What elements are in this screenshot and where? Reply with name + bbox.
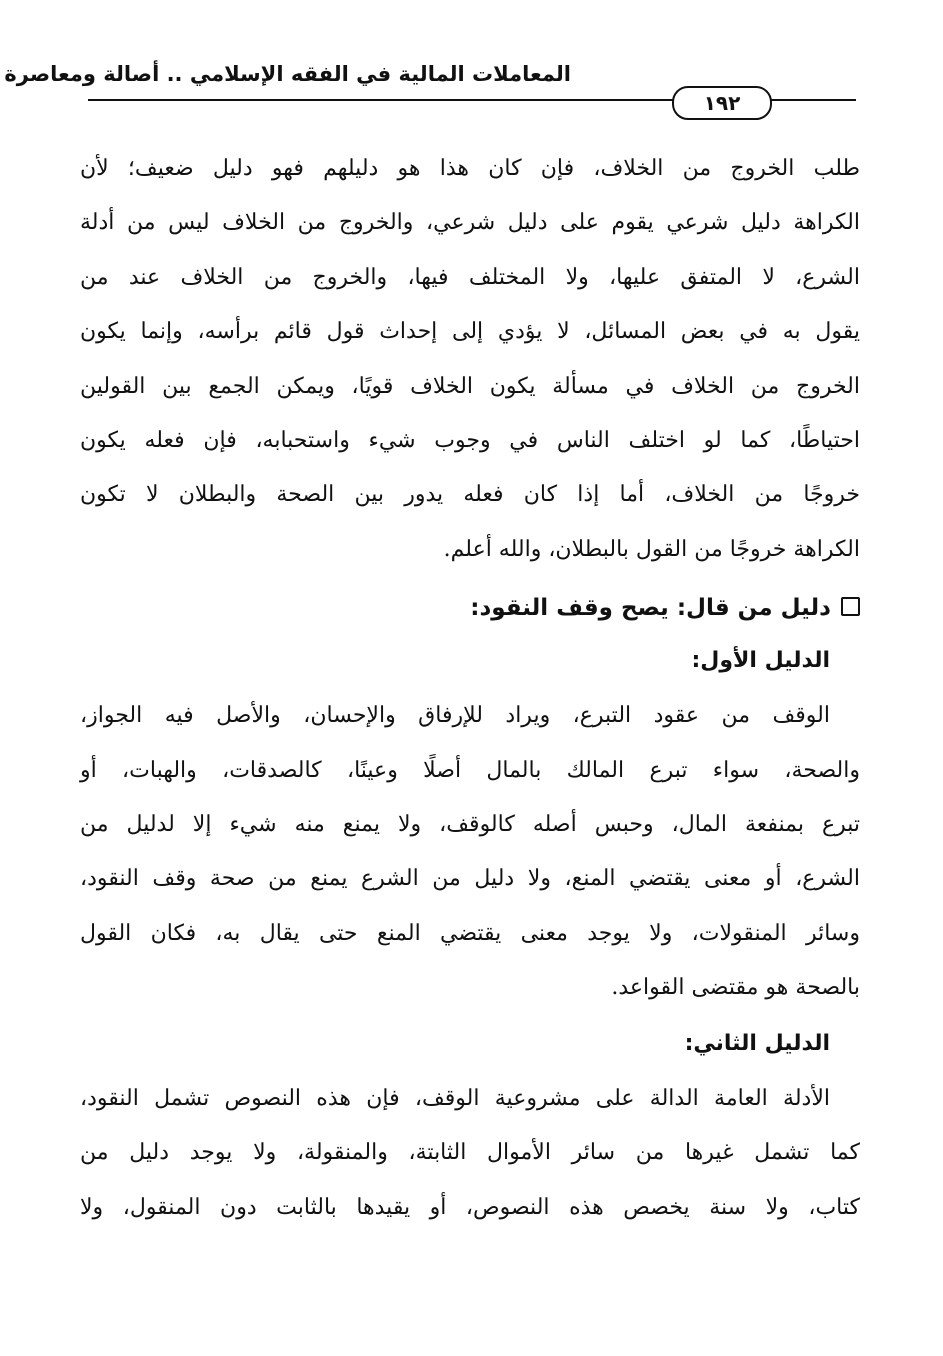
text-line: الوقف من عقود التبرع، ويراد للإرفاق والإحسان، والأصل فيه الجواز،	[80, 703, 830, 729]
text-line: والصحة، سواء تبرع المالك بالمال أصلًا وعينًا، كالصدقات، والهبات، أو	[80, 757, 860, 783]
second-evidence-heading: الدليل الثاني:	[684, 1030, 830, 1056]
text-line: احتياطًا، كما لو اختلف الناس في وجوب شيء واستحبابه، فإن فعله يكون	[80, 428, 860, 454]
section-heading	[80, 583, 860, 633]
text-line: طلب الخروج من الخلاف، فإن كان هذا هو دليلهم فهو دليل ضعيف؛ لأن	[80, 156, 860, 181]
text-line: وسائر المنقولات، ولا يوجد معنى يقتضي المنع حتى يقال به، فكان القول	[80, 920, 860, 946]
intro-paragraph	[80, 142, 860, 577]
text-line: الأدلة العامة الدالة على مشروعية الوقف، فإن هذه النصوص تشمل النقود،	[80, 1085, 830, 1111]
text-line: الكراهة خروجًا من القول بالبطلان، والله أعلم.	[443, 536, 860, 562]
text-line: كما تشمل غيرها من سائر الأموال الثابتة، والمنقولة، ولا يوجد دليل من	[80, 1140, 860, 1166]
checkbox-bullet-icon	[841, 597, 860, 616]
text-line: الكراهة دليل شرعي يقوم على دليل شرعي، والخروج من الخلاف ليس من أدلة	[80, 210, 860, 236]
text-line: الخروج من الخلاف في مسألة يكون الخلاف قويًا، ويمكن الجمع بين القولين	[80, 373, 860, 399]
second-evidence-paragraph	[80, 1072, 860, 1235]
page-number-badge: ١٩٢	[672, 86, 772, 120]
text-line: كتاب، ولا سنة يخصص هذه النصوص، أو يقيدها بالثابت دون المنقول، ولا	[80, 1194, 860, 1220]
running-header-title: المعاملات المالية في الفقه الإسلامي .. أصالة ومعاصرة	[4, 62, 571, 86]
text-line: تبرع بمنفعة المال، وحبس أصله كالوقف، ولا يمنع منه شيء إلا لدليل من	[80, 812, 860, 838]
page-body	[80, 142, 860, 1235]
text-line: بالصحة هو مقتضى القواعد.	[611, 975, 860, 1001]
text-line: الشرع، لا المتفق عليها، ولا المختلف فيها، والخروج من الخلاف عند من	[80, 264, 860, 290]
text-line: يقول به في بعض المسائل، لا يؤدي إلى إحداث قول قائم برأسه، وإنما يكون	[80, 319, 860, 345]
section-heading-text: دليل من قال: يصح وقف النقود:	[470, 595, 831, 622]
text-line: خروجًا من الخلاف، أما إذا كان فعله يدور بين الصحة والبطلان لا تكون	[80, 482, 860, 508]
first-evidence-heading: الدليل الأول:	[691, 648, 830, 674]
first-evidence-paragraph	[80, 689, 860, 1015]
text-line: الشرع، أو معنى يقتضي المنع، ولا دليل من الشرع يمنع من صحة وقف النقود،	[80, 866, 860, 892]
